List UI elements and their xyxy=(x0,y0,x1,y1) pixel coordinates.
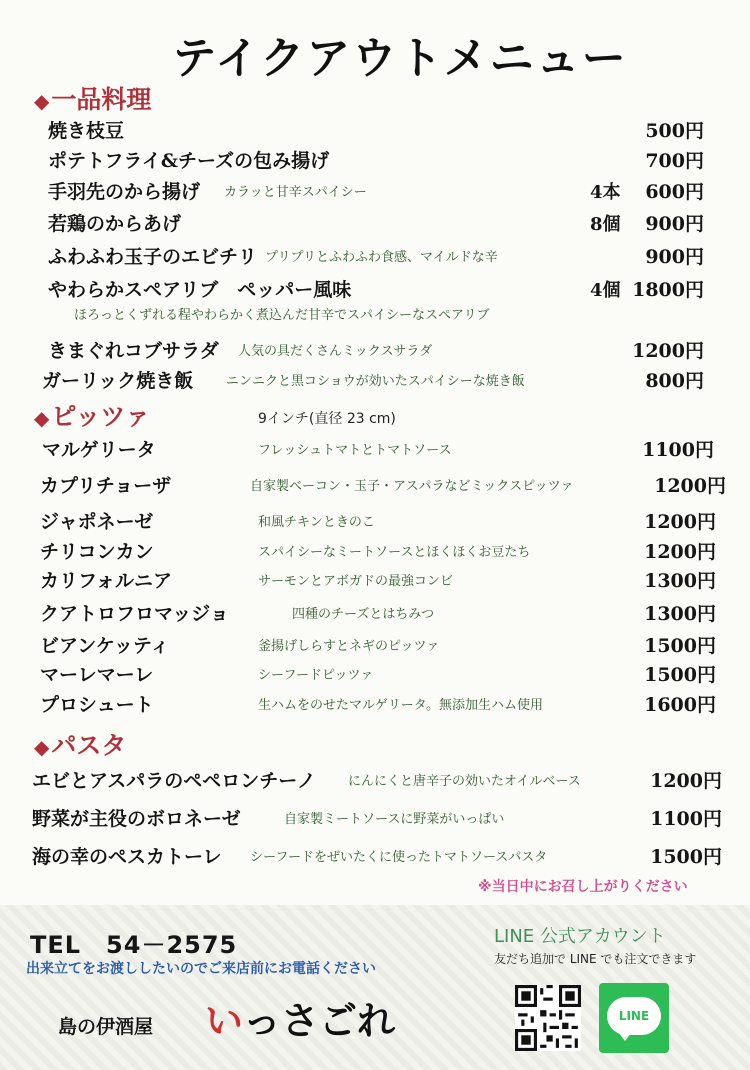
item-description: 自家製ベーコン・玉子・アスパラなどミックスピッツァ xyxy=(250,479,574,494)
item-name: カリフォルニア xyxy=(40,570,173,592)
item-price: 900円 xyxy=(645,246,704,268)
item-quantity: 4個 xyxy=(590,280,621,301)
item-description: プリプリとふわふわ食感、マイルドな辛 xyxy=(265,250,498,265)
diamond-icon: ◆ xyxy=(34,735,50,759)
item-description: ニンニクと黒コショウが効いたスパイシーな焼き飯 xyxy=(226,374,525,389)
item-description: 四種のチーズとはちみつ xyxy=(292,607,435,622)
item-description: 釜揚げしらすとネギのピッツァ xyxy=(258,639,440,654)
item-name: きまぐれコブサラダ xyxy=(48,340,219,362)
item-price: 700円 xyxy=(645,150,704,172)
menu-row xyxy=(0,173,750,203)
item-name: 若鶏のからあげ xyxy=(48,213,182,235)
menu-row xyxy=(0,656,750,686)
item-name: ふわふわ玉子のエビチリ xyxy=(48,246,258,268)
menu-row xyxy=(0,205,750,235)
menu-row xyxy=(0,686,750,716)
shop-name xyxy=(205,990,395,1045)
item-description: フレッシュトマトとトマトソース xyxy=(258,443,452,458)
shop-name-first: い xyxy=(205,998,244,1043)
menu-row xyxy=(0,838,750,868)
item-price: 1500円 xyxy=(650,846,722,868)
item-name: 海の幸のペスカトーレ xyxy=(32,846,222,868)
item-name: 手羽先のから揚げ xyxy=(48,181,201,203)
menu-row xyxy=(0,800,750,830)
item-name: ガーリック焼き飯 xyxy=(42,370,194,392)
item-name: エビとアスパラのペペロンチーノ xyxy=(32,770,316,792)
item-name: 焼き枝豆 xyxy=(48,120,125,142)
section-label: 一品料理 xyxy=(51,85,152,114)
item-price: 1500円 xyxy=(644,664,716,686)
item-price: 600円 xyxy=(645,181,704,203)
item-description: 和風チキンときのこ xyxy=(258,515,375,530)
section-label: ピッツァ xyxy=(51,402,151,431)
item-price: 1200円 xyxy=(644,511,716,533)
line-logo-text: LINE xyxy=(607,997,661,1035)
item-quantity: 8個 xyxy=(590,214,621,235)
item-description: カラッと甘辛スパイシー xyxy=(224,185,367,200)
item-price: 1300円 xyxy=(644,570,716,592)
item-price: 1100円 xyxy=(642,439,714,461)
menu-title: テイクアウトメニュー xyxy=(172,33,628,84)
item-price: 1200円 xyxy=(650,770,722,792)
menu-row xyxy=(0,595,750,625)
menu-row xyxy=(0,332,750,362)
menu-row xyxy=(0,627,750,657)
menu-row xyxy=(0,271,750,301)
item-name: マーレマーレ xyxy=(40,664,154,686)
item-name: マルゲリータ xyxy=(42,439,156,461)
menu-row xyxy=(0,533,750,563)
item-name: ジャポネーゼ xyxy=(40,511,154,533)
menu-row xyxy=(0,503,750,533)
menu-row xyxy=(0,467,750,497)
diamond-icon: ◆ xyxy=(34,406,50,430)
diamond-icon: ◆ xyxy=(34,89,50,113)
phone-note: 出来立てをお渡ししたいのでご来店前にお電話ください xyxy=(26,961,376,977)
item-name: ビアンケッティ xyxy=(40,635,170,657)
item-price: 1100円 xyxy=(650,808,722,830)
item-price: 1200円 xyxy=(644,541,716,563)
item-description: サーモンとアボガドの最強コンビ xyxy=(258,574,454,589)
shop-name-rest: っさごれ xyxy=(243,998,396,1043)
shop-tagline: 島の伊酒屋 xyxy=(58,1016,154,1038)
line-account-title: LINE 公式アカウント xyxy=(494,926,666,947)
item-description: 人気の具だくさんミックスサラダ xyxy=(238,344,433,359)
line-account-description: 友だち追加で LINE でも注文できます xyxy=(494,952,697,966)
menu-row xyxy=(0,431,750,461)
qr-code-icon[interactable] xyxy=(515,985,581,1051)
item-quantity: 4本 xyxy=(590,182,621,203)
item-description: にんにくと唐辛子の効いたオイルベース xyxy=(348,774,581,789)
item-description: スパイシーなミートソースとほくほくお豆たち xyxy=(258,545,531,560)
section-heading-ippin xyxy=(34,80,151,116)
menu-row xyxy=(0,362,750,392)
item-name: クアトロフロマッジョ xyxy=(40,603,229,625)
item-price: 1200円 xyxy=(632,340,704,362)
item-name: ポテトフライ&チーズの包み揚げ xyxy=(48,150,330,172)
phone-number: TEL 54－2575 xyxy=(30,931,238,959)
item-price: 1300円 xyxy=(644,603,716,625)
section-heading-pizza xyxy=(34,397,150,433)
menu-row xyxy=(0,238,750,268)
menu-row xyxy=(0,562,750,592)
item-description: シーフードをぜいたくに使ったトマトソースパスタ xyxy=(250,850,548,865)
item-price: 1500円 xyxy=(644,635,716,657)
item-name: やわらかスペアリブ ペッパー風味 xyxy=(48,279,352,301)
item-description: シーフードピッツァ xyxy=(258,668,374,683)
item-name: カプリチョーザ xyxy=(40,475,172,497)
line-logo-icon[interactable] xyxy=(599,983,669,1053)
item-subdescription: ほろっとくずれる程やわらかく煮込んだ甘辛でスパイシーなスペアリブ xyxy=(74,308,490,323)
item-price: 1600円 xyxy=(644,694,716,716)
menu-row xyxy=(0,112,750,142)
item-price: 1800円 xyxy=(632,279,704,301)
pizza-size-note: 9インチ(直径 23 cm) xyxy=(258,411,396,427)
section-heading-pasta xyxy=(34,726,126,762)
menu-row xyxy=(0,142,750,172)
item-description: 自家製ミートソースに野菜がいっぱい xyxy=(284,812,505,827)
item-description: 生ハムをのせたマルゲリータ。無添加生ハム使用 xyxy=(258,698,543,713)
item-price: 800円 xyxy=(645,370,704,392)
section-label: パスタ xyxy=(51,731,127,760)
item-name: 野菜が主役のボロネーゼ xyxy=(32,808,241,830)
eat-today-warning: ※当日中にお召し上がりください xyxy=(478,879,688,895)
item-name: プロシュート xyxy=(40,694,154,716)
item-price: 500円 xyxy=(645,120,704,142)
item-price: 900円 xyxy=(645,213,704,235)
item-name: チリコンカン xyxy=(40,541,154,563)
menu-row xyxy=(0,762,750,792)
item-price: 1200円 xyxy=(654,475,726,497)
